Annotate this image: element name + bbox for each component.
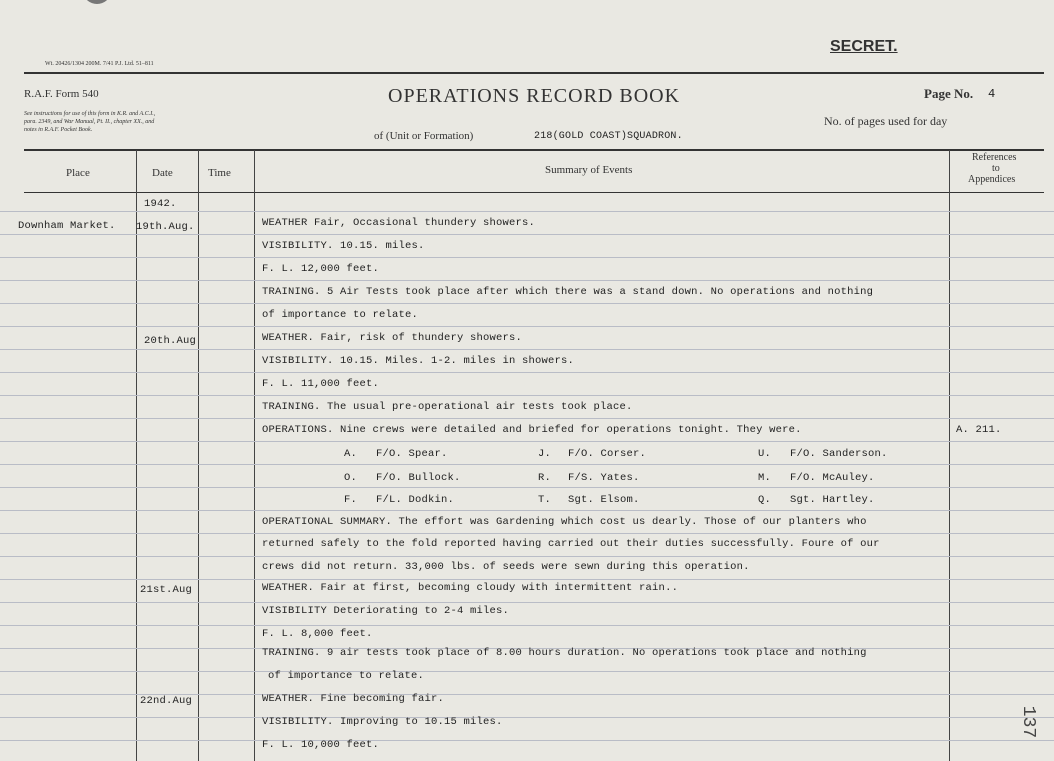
date-21-aug: 21st.Aug bbox=[140, 584, 193, 596]
date-22-aug: 22nd.Aug bbox=[140, 695, 193, 707]
appendix-reference: A. 211. bbox=[956, 424, 1002, 436]
ruled-line bbox=[0, 533, 1054, 534]
secret-marking: SECRET. bbox=[830, 38, 898, 55]
crew-name: F/S. Yates. bbox=[568, 472, 640, 484]
ruled-line bbox=[0, 671, 1054, 672]
ruled-line bbox=[0, 303, 1054, 304]
column-header-time: Time bbox=[208, 167, 231, 179]
crew-name: F/O. Bullock. bbox=[376, 472, 461, 484]
crew-name: Sgt. Hartley. bbox=[790, 494, 875, 506]
entry-21-training-cont: of importance to relate. bbox=[268, 670, 425, 682]
pages-used-label: No. of pages used for day bbox=[824, 114, 948, 128]
ruled-line bbox=[0, 441, 1054, 442]
entry-19-training-cont: of importance to relate. bbox=[262, 309, 419, 321]
ruled-line bbox=[0, 280, 1054, 281]
crew-name: F/O. McAuley. bbox=[790, 472, 875, 484]
crew-letter: F. bbox=[344, 494, 358, 506]
ruled-line bbox=[0, 234, 1054, 235]
ruled-line bbox=[0, 717, 1054, 718]
folio-number: 137 bbox=[1017, 705, 1038, 739]
ruled-line bbox=[0, 464, 1054, 465]
crew-name: F/O. Corser. bbox=[568, 448, 647, 460]
crew-letter: T. bbox=[538, 494, 552, 506]
form-instructions-3: notes in R.A.F. Pocket Book. bbox=[24, 127, 93, 133]
ruled-line bbox=[0, 395, 1054, 396]
column-divider-date bbox=[198, 150, 199, 761]
header-rule bbox=[24, 72, 1044, 74]
crew-letter: Q. bbox=[758, 494, 772, 506]
ruled-line bbox=[0, 487, 1054, 488]
ruled-line bbox=[0, 579, 1054, 580]
form-instructions-1: See instructions for use of this form in K.R. and A.C.I., bbox=[24, 111, 156, 117]
page-no-label: Page No. bbox=[924, 86, 974, 101]
ruled-line bbox=[0, 349, 1054, 350]
column-header-summary: Summary of Events bbox=[545, 164, 633, 176]
crew-letter: A. bbox=[344, 448, 358, 460]
date-19-aug: 19th.Aug. bbox=[136, 221, 195, 233]
ruled-line bbox=[0, 740, 1054, 741]
place-value: Downham Market. bbox=[18, 220, 116, 232]
entry-20-summary: OPERATIONAL SUMMARY. The effort was Gardening which cost us dearly. Those of our planters who bbox=[262, 516, 867, 528]
entry-19-training: TRAINING. 5 Air Tests took place after which there was a stand down. No operations and nothing bbox=[262, 286, 874, 298]
ruled-line bbox=[0, 211, 1054, 212]
page-no-value: 4 bbox=[988, 87, 996, 101]
crew-name: Sgt. Elsom. bbox=[568, 494, 640, 506]
crew-name: F/O. Spear. bbox=[376, 448, 448, 460]
form-name: R.A.F. Form 540 bbox=[24, 88, 99, 100]
column-header-references-2: to bbox=[992, 163, 1000, 174]
column-header-references-1: References bbox=[972, 152, 1017, 163]
column-header-references-3: Appendices bbox=[968, 174, 1016, 185]
entry-19-visibility: VISIBILITY. 10.15. miles. bbox=[262, 240, 425, 252]
entry-20-fl: F. L. 11,000 feet. bbox=[262, 378, 380, 390]
crew-name: F/L. Dodkin. bbox=[376, 494, 455, 506]
ruled-line bbox=[0, 602, 1054, 603]
form-instructions-2: para. 2349, and War Manual, Pt. II., chapter XX., and bbox=[24, 119, 155, 125]
column-divider-place bbox=[136, 150, 137, 761]
entry-19-fl: F. L. 12,000 feet. bbox=[262, 263, 380, 275]
entry-20-summary-cont-2: crews did not return. 33,000 lbs. of seeds were sewn during this operation. bbox=[262, 561, 750, 573]
entry-22-fl: F. L. 10,000 feet. bbox=[262, 739, 380, 751]
ruled-line bbox=[0, 625, 1054, 626]
page-title: OPERATIONS RECORD BOOK bbox=[388, 85, 681, 107]
column-divider-summary bbox=[949, 150, 950, 761]
table-top-rule bbox=[24, 149, 1044, 151]
crew-letter: U. bbox=[758, 448, 772, 460]
crew-name: F/O. Sanderson. bbox=[790, 448, 888, 460]
punch-hole bbox=[84, 0, 110, 4]
print-reference: Wt. 20426/1304 200M. 7/41 P.J. Ltd. 51–811 bbox=[45, 61, 154, 67]
entry-22-weather: WEATHER. Fine becoming fair. bbox=[262, 693, 445, 705]
entry-20-summary-cont-1: returned safely to the fold reported having carried out their duties successfully. Foure of our bbox=[262, 538, 880, 550]
crew-letter: O. bbox=[344, 472, 358, 484]
table-header-rule bbox=[24, 192, 1044, 193]
ruled-line bbox=[0, 372, 1054, 373]
entry-20-visibility: VISIBILITY. 10.15. Miles. 1-2. miles in showers. bbox=[262, 355, 575, 367]
crew-letter: M. bbox=[758, 472, 772, 484]
date-20-aug: 20th.Aug bbox=[144, 335, 197, 347]
crew-letter: J. bbox=[538, 448, 552, 460]
column-header-date: Date bbox=[152, 167, 173, 179]
ruled-line bbox=[0, 326, 1054, 327]
column-header-place: Place bbox=[66, 167, 90, 179]
entry-20-training: TRAINING. The usual pre-operational air tests took place. bbox=[262, 401, 633, 413]
ruled-line bbox=[0, 556, 1054, 557]
entry-21-training: TRAINING. 9 air tests took place of 8.00 hours duration. No operations took place and nothing bbox=[262, 647, 867, 659]
entry-20-operations: OPERATIONS. Nine crews were detailed and briefed for operations tonight. They were. bbox=[262, 424, 802, 436]
entry-21-visibility: VISIBILITY Deteriorating to 2-4 miles. bbox=[262, 605, 510, 617]
ruled-line bbox=[0, 510, 1054, 511]
entry-21-fl: F. L. 8,000 feet. bbox=[262, 628, 373, 640]
column-divider-time bbox=[254, 150, 255, 761]
unit-label: of (Unit or Formation) bbox=[374, 130, 474, 142]
ruled-line bbox=[0, 418, 1054, 419]
unit-value: 218(GOLD COAST)SQUADRON. bbox=[534, 131, 683, 142]
entry-20-weather: WEATHER. Fair, risk of thundery showers. bbox=[262, 332, 523, 344]
entry-21-weather: WEATHER. Fair at first, becoming cloudy with intermittent rain.. bbox=[262, 582, 679, 594]
year-value: 1942. bbox=[144, 198, 177, 210]
crew-letter: R. bbox=[538, 472, 552, 484]
ruled-line bbox=[0, 257, 1054, 258]
entry-22-visibility: VISIBILITY. Improving to 10.15 miles. bbox=[262, 716, 503, 728]
entry-19-weather: WEATHER Fair, Occasional thundery showers. bbox=[262, 217, 536, 229]
